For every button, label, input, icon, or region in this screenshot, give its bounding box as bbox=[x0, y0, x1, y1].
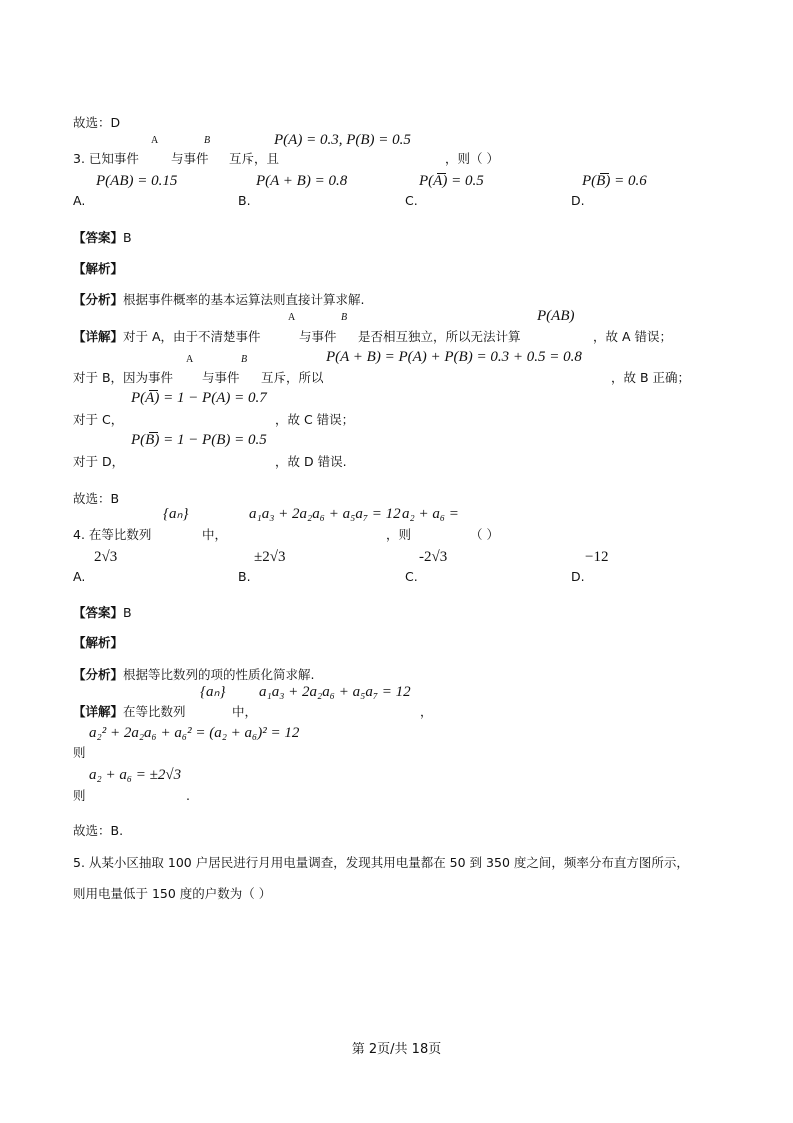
q3-event-a-label: A bbox=[151, 135, 159, 146]
q3-d1-text-d: ，故 A 错误； bbox=[593, 329, 672, 344]
q4-option-b-expr: ±2√3 bbox=[254, 549, 286, 565]
q3-d4-text-b: ，故 D 错误. bbox=[275, 454, 347, 469]
q4-d5-text-a: 则 bbox=[73, 788, 86, 803]
q3-answer bbox=[73, 230, 132, 246]
page-footer: 第 2页/共 18页 bbox=[351, 1042, 442, 1057]
q3-option-b-expr: P(A + B) = 0.8 bbox=[256, 173, 348, 189]
q5-line1: 5. 从某小区抽取 100 户居民进行月用电量调查，发现其用电量都在 50 到 350 度之间，频率分布直方图所示， bbox=[73, 855, 689, 870]
q4-d1-text-b: 中， bbox=[232, 704, 258, 719]
q3-d3-text-a: 对于 C， bbox=[73, 412, 124, 427]
q3-d1-text-c: 是否相互独立，所以无法计算 bbox=[358, 329, 521, 344]
q3-option-d-expr: P(B) = 0.6 bbox=[582, 173, 647, 189]
q4-option-a-expr: 2√3 bbox=[94, 549, 118, 565]
q4-d5-text-b: . bbox=[186, 788, 190, 803]
fenxi-tag: 【分析】 bbox=[73, 667, 124, 682]
q4-option-c-expr: -2√3 bbox=[419, 549, 448, 565]
prev-answer: 故选：D bbox=[73, 115, 121, 130]
q5-line2: 则用电量低于 150 度的户数为（ ） bbox=[73, 886, 272, 901]
answer-value: B bbox=[123, 230, 132, 245]
q4-d3-text: 则 bbox=[73, 745, 86, 760]
answer-tag: 【答案】 bbox=[73, 605, 124, 620]
q3-option-b-letter: B. bbox=[238, 193, 251, 208]
q3-d2-with: 与事件 bbox=[202, 370, 240, 385]
fenxi-text: 根据事件概率的基本运算法则直接计算求解. bbox=[123, 292, 365, 307]
q3-option-a-expr: P(AB) = 0.15 bbox=[96, 173, 178, 189]
q3-d3-overbar bbox=[149, 390, 158, 391]
q4-option-d-expr: −12 bbox=[585, 549, 609, 565]
q4-d1-expr: a₁a₃ + 2a₂a₆ + a₅a₇ = 12 bbox=[259, 684, 411, 700]
q3-d4-expr: P(B) = 1 − P(B) = 0.5 bbox=[131, 432, 267, 448]
q4-analysis-tag: 【解析】 bbox=[73, 635, 124, 650]
q4-option-d-letter: D. bbox=[571, 569, 585, 584]
q3-d1-text-a: 对于 A，由于不清楚事件 bbox=[123, 329, 261, 344]
fenxi-text: 根据等比数列的项的性质化简求解. bbox=[123, 667, 315, 682]
q3-d3-text-b: ，故 C 错误； bbox=[275, 412, 355, 427]
q3-d2-text-c: 互斥，所以 bbox=[261, 370, 324, 385]
q3-option-c-letter: C. bbox=[405, 193, 418, 208]
answer-value: B bbox=[123, 605, 132, 620]
q3-d3-expr: P(A) = 1 − P(A) = 0.7 bbox=[131, 390, 267, 406]
q3-d2-event-a: A bbox=[186, 354, 194, 365]
q3-d2-expr: P(A + B) = P(A) + P(B) = 0.3 + 0.5 = 0.8 bbox=[326, 349, 582, 365]
q4-d1-text-a: 在等比数列 bbox=[123, 704, 186, 719]
q4-d2-expr: a₂² + 2a₂a₆ + a₆² = (a₂ + a₆)² = 12 bbox=[89, 725, 300, 741]
q3-option-c-overbar bbox=[437, 173, 446, 174]
q3-analysis-tag: 【解析】 bbox=[73, 261, 124, 276]
q3-d1-expr: P(AB) bbox=[537, 308, 575, 324]
q3-d2-event-b: B bbox=[241, 354, 248, 365]
fenxi-tag: 【分析】 bbox=[73, 292, 124, 307]
q3-detail-line1 bbox=[73, 329, 261, 345]
q4-option-c-letter: C. bbox=[405, 569, 418, 584]
q4-fenxi bbox=[73, 667, 315, 683]
q3-d2-text-d: ，故 B 正确； bbox=[611, 370, 691, 385]
q3-d1-event-a: A bbox=[288, 312, 296, 323]
q4-detail-line1 bbox=[73, 704, 186, 720]
q3-d4-text-a: 对于 D， bbox=[73, 454, 125, 469]
q3-option-d-letter: D. bbox=[571, 193, 585, 208]
q3-conclusion: 故选：B bbox=[73, 491, 120, 506]
q4-target: a₂ + a₆ = bbox=[402, 506, 459, 522]
q3-option-c-expr: P(A) = 0.5 bbox=[419, 173, 484, 189]
q3-then: ，则（ ） bbox=[445, 151, 499, 166]
q4-d1-seq: {aₙ} bbox=[200, 684, 226, 700]
q3-d2-text-a: 对于 B，因为事件 bbox=[73, 370, 174, 385]
q3-with: 与事件 bbox=[171, 151, 209, 166]
detail-tag: 【详解】 bbox=[73, 329, 124, 344]
q3-stem: 3. 已知事件 bbox=[73, 151, 139, 166]
answer-tag: 【答案】 bbox=[73, 230, 124, 245]
q4-conclusion: 故选：B. bbox=[73, 823, 124, 838]
q4-d1-text-c: ， bbox=[420, 704, 433, 719]
q3-option-a-letter: A. bbox=[73, 193, 86, 208]
q4-paren: （ ） bbox=[470, 527, 499, 542]
q4-option-b-letter: B. bbox=[238, 569, 251, 584]
q3-d1-with: 与事件 bbox=[299, 329, 337, 344]
q3-d4-overbar bbox=[149, 432, 158, 433]
q3-event-b-label: B bbox=[204, 135, 211, 146]
q4-sequence: {aₙ} bbox=[163, 506, 189, 522]
q4-d4-expr: a₂ + a₆ = ±2√3 bbox=[89, 767, 182, 783]
q3-given-probabilities: P(A) = 0.3, P(B) = 0.5 bbox=[274, 132, 411, 148]
q4-then: ，则 bbox=[386, 527, 412, 542]
q3-d1-event-b: B bbox=[341, 312, 348, 323]
q3-mutex: 互斥，且 bbox=[229, 151, 280, 166]
q3-fenxi bbox=[73, 292, 365, 308]
q4-stem: 4. 在等比数列 bbox=[73, 527, 152, 542]
detail-tag: 【详解】 bbox=[73, 704, 124, 719]
q4-in: 中， bbox=[202, 527, 228, 542]
q4-answer bbox=[73, 605, 132, 621]
q4-given: a₁a₃ + 2a₂a₆ + a₅a₇ = 12 bbox=[249, 506, 401, 522]
q4-option-a-letter: A. bbox=[73, 569, 86, 584]
q3-option-d-overbar bbox=[600, 173, 609, 174]
